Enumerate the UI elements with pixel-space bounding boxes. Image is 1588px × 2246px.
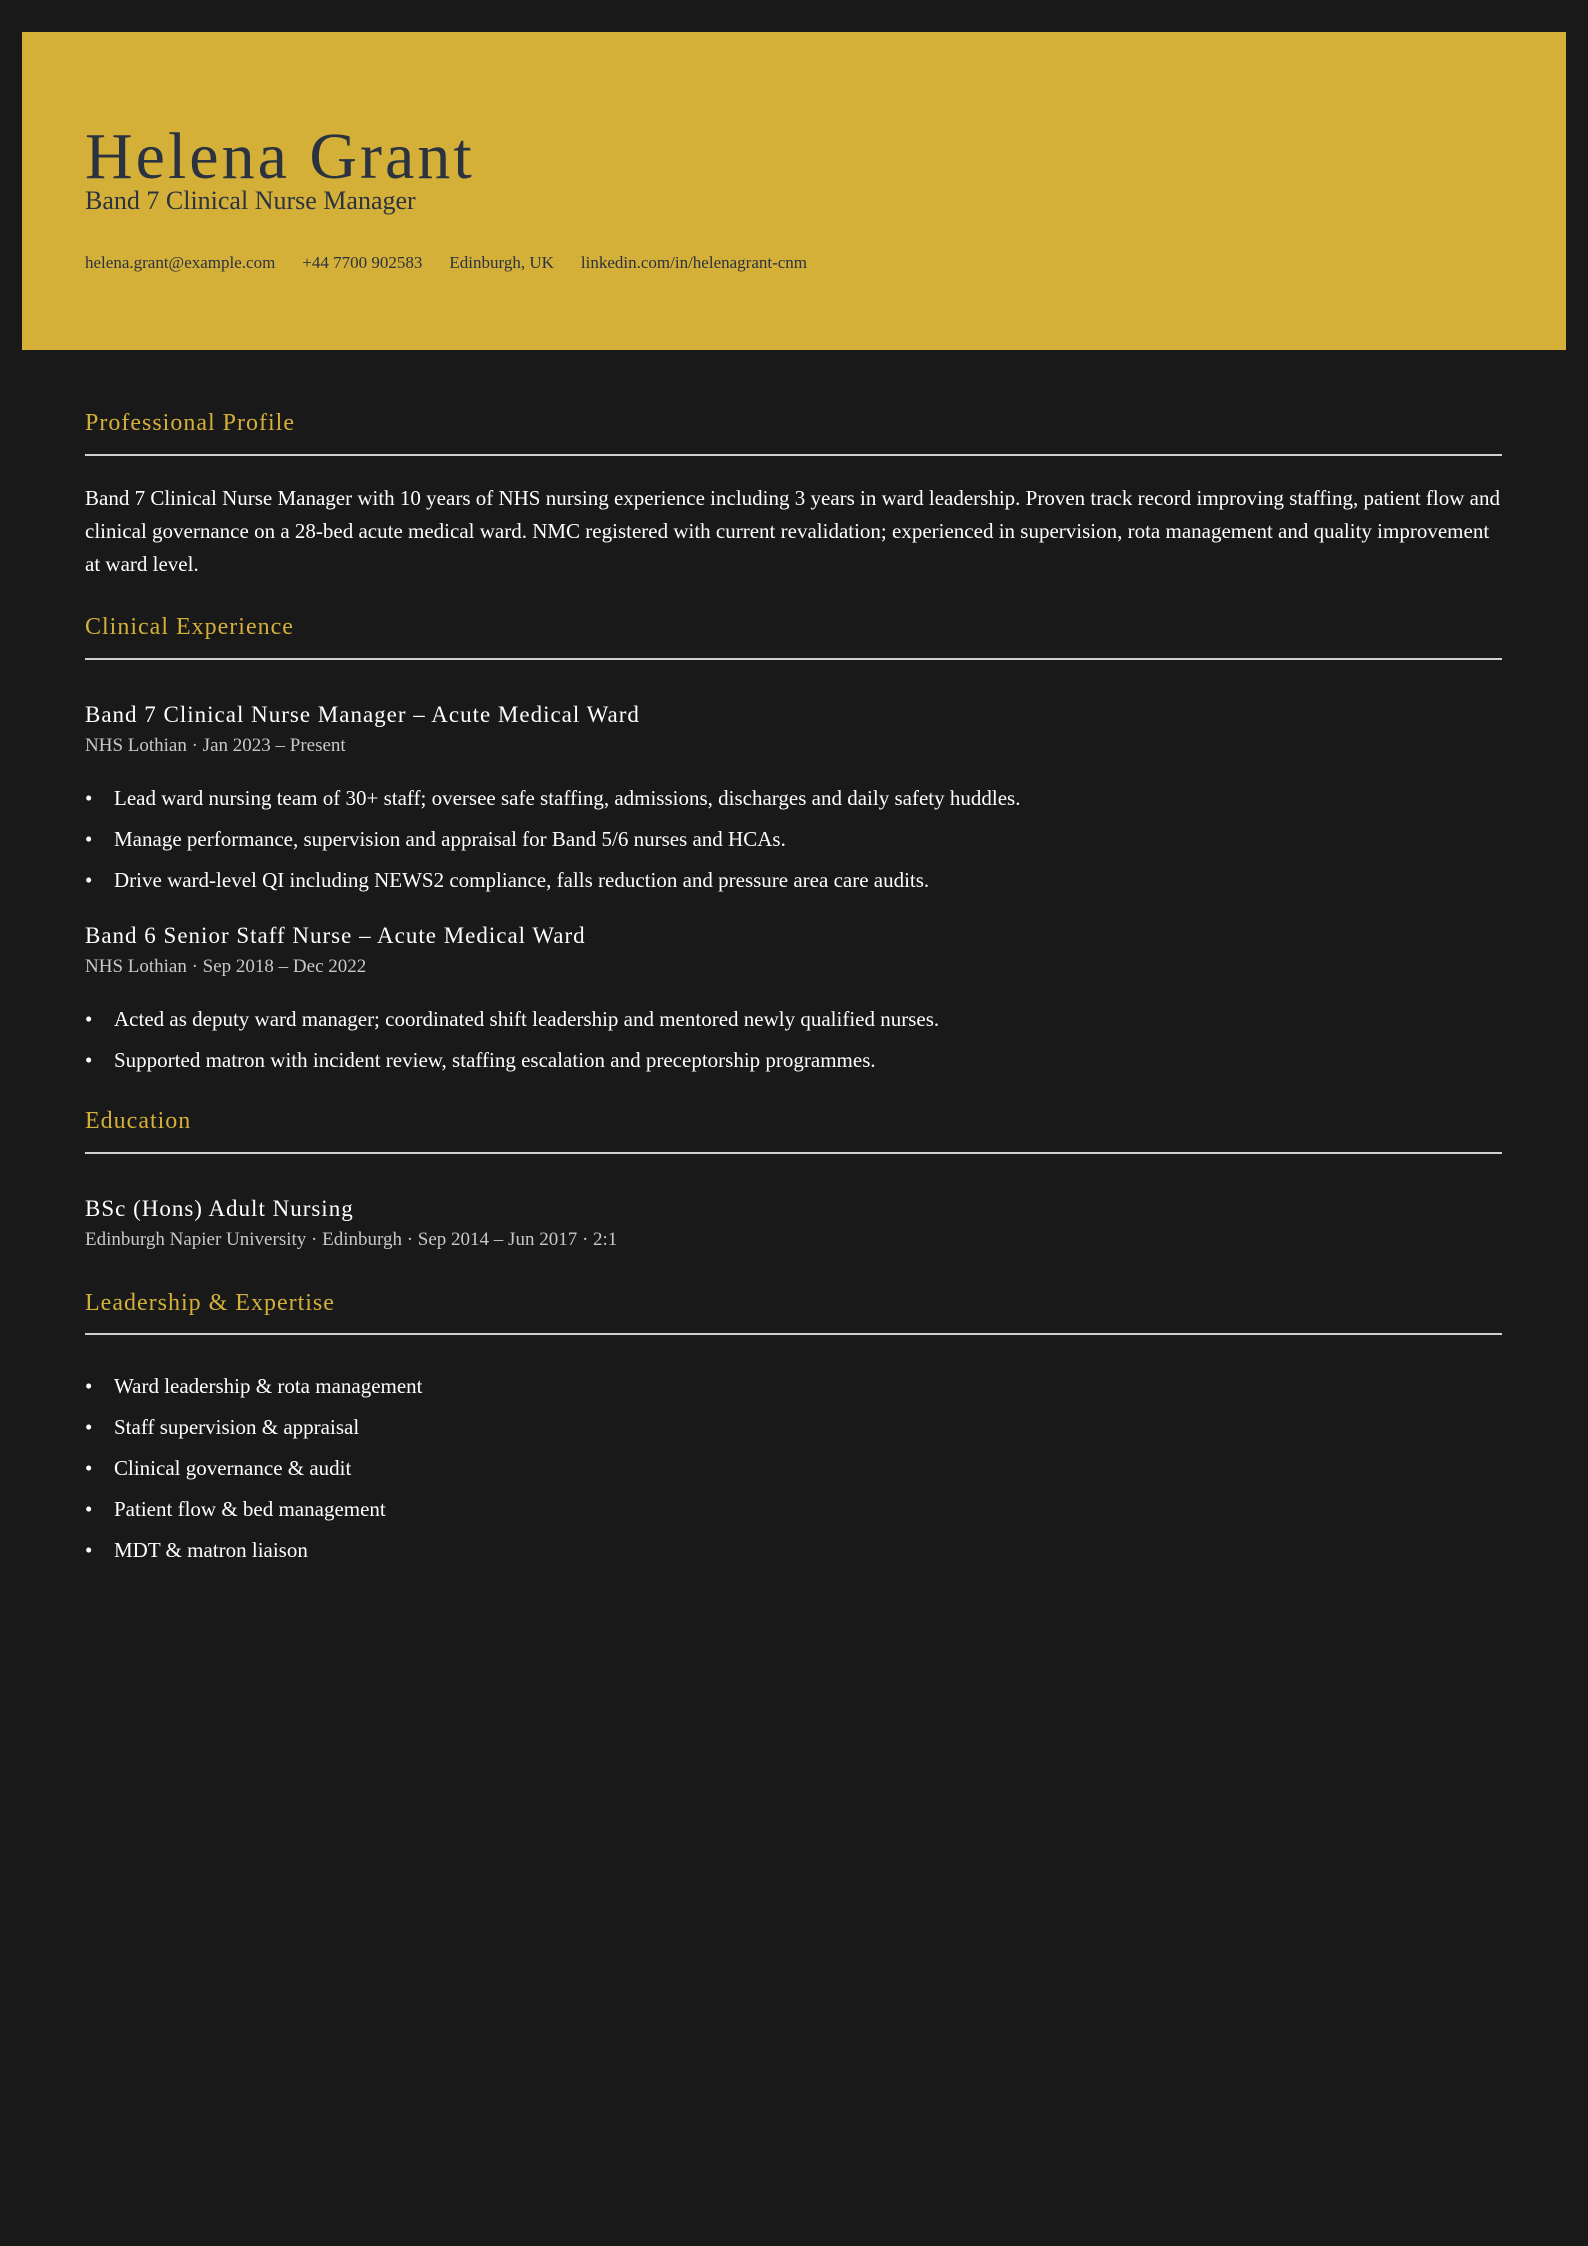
- list-item: • Drive ward-level QI including NEWS2 compliance, falls reduction and pressure area care audits.: [85, 868, 930, 892]
- bullet-icon: •: [85, 1497, 93, 1521]
- list-item: • Ward leadership & rota management: [85, 1374, 423, 1398]
- list-item: • Lead ward nursing team of 30+ staff; oversee safe staffing, admissions, discharges and daily safety huddles.: [85, 786, 1021, 810]
- section-title-education: Education: [85, 1108, 192, 1134]
- list-item: • Staff supervision & appraisal: [85, 1415, 360, 1439]
- bullet-icon: •: [85, 868, 93, 892]
- degree-meta: Edinburgh Napier University · Edinburgh · Sep 2014 – Jun 2017 · 2:1: [85, 1229, 618, 1250]
- list-item: • Supported matron with incident review, staffing escalation and preceptorship programmes.: [85, 1048, 876, 1072]
- contact-linkedin[interactable]: linkedin.com/in/helenagrant-cnm: [580, 253, 808, 272]
- candidate-role: Band 7 Clinical Nurse Manager: [85, 186, 416, 215]
- bullet-icon: •: [85, 1374, 93, 1398]
- bullet-icon: •: [85, 1048, 93, 1072]
- section-title-skills: Leadership & Expertise: [85, 1290, 335, 1316]
- contact-email[interactable]: helena.grant@example.com: [85, 253, 276, 272]
- profile-summary: Band 7 Clinical Nurse Manager with 10 years of NHS nursing experience including 3 years in ward leadership. Proven track record improving staffing, patient flow and clinical governance on a 28-bed acute medical ward. NMC registered with current revalidation; experienced in supervision, rota management and quality improvement at ward level.: [85, 486, 1500, 576]
- bullet-icon: •: [85, 827, 93, 851]
- candidate-name: Helena Grant: [85, 120, 475, 193]
- section-divider: [85, 658, 1502, 660]
- list-item: • MDT & matron liaison: [85, 1538, 308, 1562]
- job-title: Band 6 Senior Staff Nurse – Acute Medical Ward: [85, 923, 586, 948]
- degree-title: BSc (Hons) Adult Nursing: [85, 1196, 354, 1221]
- list-item: • Acted as deputy ward manager; coordinated shift leadership and mentored newly qualified nurses.: [85, 1007, 940, 1031]
- bullet-icon: •: [85, 786, 93, 810]
- bullet-icon: •: [85, 1456, 93, 1480]
- bullet-icon: •: [85, 1007, 93, 1031]
- job-title: Band 7 Clinical Nurse Manager – Acute Medical Ward: [85, 702, 640, 727]
- bullet-icon: •: [85, 1415, 93, 1439]
- section-title-profile: Professional Profile: [85, 410, 295, 436]
- section-divider: [85, 1152, 1502, 1154]
- contact-list: [85, 254, 807, 271]
- list-item: • Patient flow & bed management: [85, 1497, 386, 1521]
- contact-phone[interactable]: +44 7700 902583: [302, 253, 423, 272]
- job-meta: NHS Lothian · Jan 2023 – Present: [85, 735, 346, 756]
- list-item: • Manage performance, supervision and appraisal for Band 5/6 nurses and HCAs.: [85, 827, 786, 851]
- bullet-icon: •: [85, 1538, 93, 1562]
- job-meta: NHS Lothian · Sep 2018 – Dec 2022: [85, 956, 367, 977]
- list-item: • Clinical governance & audit: [85, 1456, 352, 1480]
- section-divider: [85, 454, 1502, 456]
- section-title-experience: Clinical Experience: [85, 614, 294, 640]
- contact-location: Edinburgh, UK: [449, 253, 554, 272]
- section-divider: [85, 1333, 1502, 1335]
- resume-header: [22, 32, 1566, 350]
